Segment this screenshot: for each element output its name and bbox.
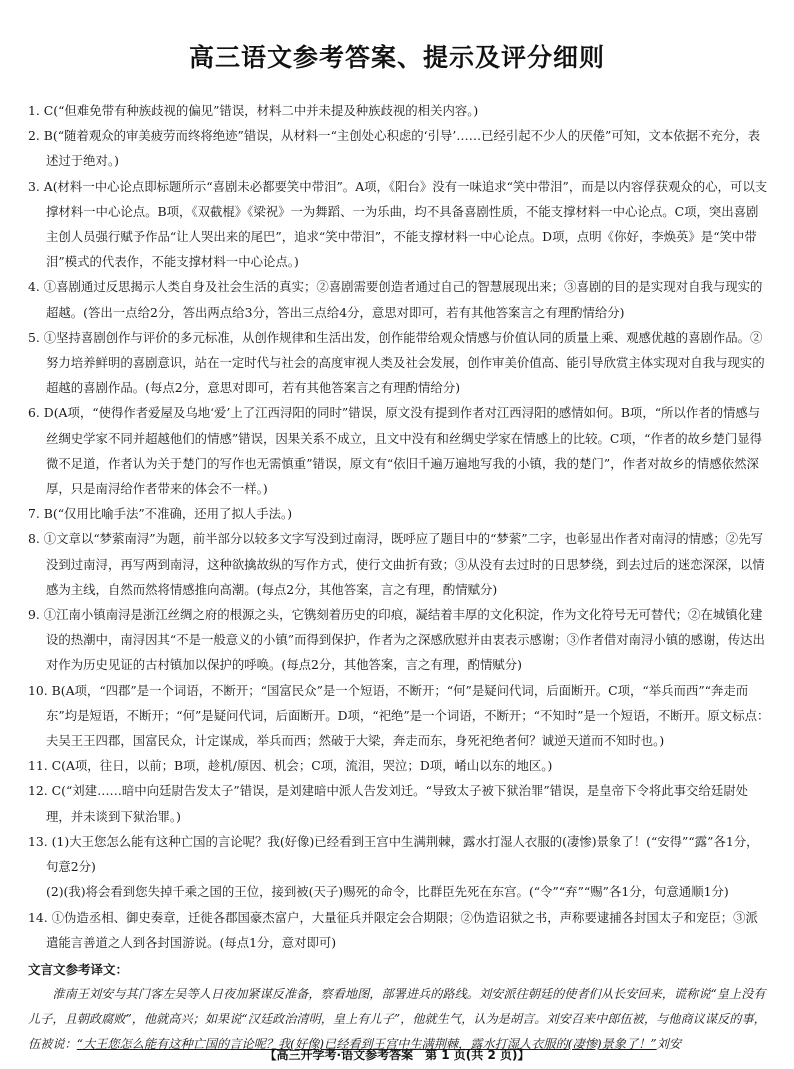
answer-item: 12. C(“刘建……暗中向廷尉告发太子”错误，是刘建暗中派人告发刘迁。“导致太子被下狱治罪”错误，是皇帝下令将此事交给廷尉处理，并未谈到下狱治罪。) [28,783,748,824]
answer-item: 4. ①喜剧通过反思揭示人类自身及社会生活的真实；②喜剧需要创造者通过自己的智慧展现出来；③喜剧的目的是实现对自我与现实的超越。(答出一点给2分，答出两点给3分，答出三点给4分，意思对即可，若有其他答案言之有理酌情给分) [28,279,763,320]
answer-item: 3. A(材料一中心论点即标题所示“喜剧未必都要笑中带泪”。A项，《阳台》没有一味追求“笑中带泪”，而是以内容俘获观众的心，可以支撑材料一中心论点。B项，《双截棍》《梁祝》一为舞蹈、一为乐曲，均不具备喜剧性质，不能支撑材料一中心论点。C项，突出喜剧主创人员强行赋予作品“让人哭出来的尾巴”，追求“笑中带泪”，不能支撑材料一中心论点。D项，点明《你好，李焕英》是“笑中带泪”模式的代表作，不能支撑材料一中心论点。) [28,178,768,270]
translation-text-tail: 刘安 [656,1037,682,1052]
answer-item: 1. C(“但难免带有种族歧视的偏见”错误，材料二中并未提及种族歧视的相关内容。) [28,103,479,118]
answer-item: 2. B(“随着观众的审美疲劳而终将绝迹”错误，从材料一“主创处心积虑的‘引导’……已经引起不少人的厌倦”可知，文本依据不充分，表述过于绝对。) [28,128,761,169]
translation-heading: 文言文参考译文： [28,961,129,977]
translation-underlined-text: “大王您怎么能有这种亡国的言论呢？我(好像)已经看到王宫中生满荆棘，露水打湿人衣服的(凄惨)景象了！” [76,1037,657,1052]
answer-item: 11. C(A项，往日，以前；B项，趁机/原因、机会；C项，流泪，哭泣；D项，崤山以东的地区。) [28,758,553,774]
page-footer: 【高三开学考·语文参考答案 第 1 页(共 2 页)】 [264,1048,530,1062]
answer-item: 13. (1)大王您怎么能有这种亡国的言论呢？我(好像)已经看到王宫中生满荆棘，露水打湿人衣服的(凄惨)景象了！(“安得”“露”各1分，句意2分) [28,833,759,875]
answer-list [28,98,770,1057]
answer-item: 14. ①伪造丞相、御史奏章，迁徙各郡国豪杰富户，大量征兵并限定会合期限；②伪造诏狱之书，声称要逮捕各封国太子和宠臣；③派遣能言善道之人到各封国游说。(每点1分，意对即可) [28,909,758,950]
answer-item: 8. ①文章以“梦萦南浔”为题，前半部分以较多文字写没到过南浔，既呼应了题目中的“梦萦”二字，也彰显出作者对南浔的情感；②先写没到过南浔，再写两到南浔，这种欲擒故纵的写作方式，使行文曲折有致；③从没有去过时的日思梦绕，到去过后的迷恋深深，以情感为主线，自然而然将情感推向高潮。(每点2分，其他答案，言之有理，酌情赋分) [28,531,765,597]
answer-item: 9. ①江南小镇南浔是浙江丝绸之府的根源之头，它镌刻着历史的印痕，凝结着丰厚的文化积淀，作为文化符号无可替代；②在城镇化建设的热潮中，南浔因其“不是一般意义的小镇”而得到保护，作者为之深感欣慰并由衷表示感谢；③作者借对南浔小镇的感谢，传达出对作为历史见证的古村镇加以保护的呼唤。(每点2分，其他答案，言之有理，酌情赋分) [28,607,765,673]
answer-item: (2)(我)将会看到您失掉千乘之国的王位，接到被(天子)赐死的命令，比群臣先死在东宫。(“令”“弃”“赐”各1分，句意通顺1分) [46,884,729,900]
page-title: 高三语文参考答案、提示及评分细则 [188,43,605,72]
answer-item: 5. ①坚持喜剧创作与评价的多元标准，从创作规律和生活出发，创作能带给观众情感与价值认同的质量上乘、观感优越的喜剧作品。②努力培养鲜明的喜剧意识，站在一定时代与社会的高度审视人类及社会发展，创作审美价值高、能引导欣赏主体实现对自我与现实的超越的喜剧作品。(每点2分，意思对即可，若有其他答案言之有理酌情给分) [28,329,765,396]
translation-text: 淮南王刘安与其门客左吴等人日夜加紧谋反准备，察看地图，部署进兵的路线。刘安派往朝廷的使者们从长安回来，谎称说“皇上没有儿子，且朝政腐败”，他就高兴；如果说“汉廷政治清明，皇上有儿子”，他就生气，认为是胡言。刘安召来中郎伍被，与他商议谋反的事，伍被说： [28,987,766,1052]
answer-item: 6. D(A项，“使得作者爱屋及乌地‘爱’上了江西浔阳的同时”错误，原文没有提到作者对江西浔阳的感情如何。B项，“所以作者的情感与丝绸史学家不同并超越他们的情感”错误，因果关系不成立，且文中没有和丝绸史学家在情感上的比较。C项，“作者的故乡楚门显得微不足道，作者认为关于楚门的写作也无需慎重”错误，原文有“依旧千遍万遍地写我的小镇，我的楚门”，作者对故乡的情感依然深厚，只是南浔给作者带来的体会不一样。) [28,405,763,497]
answer-item: 7. B(“仅用比喻手法”不准确，还用了拟人手法。) [28,506,293,522]
answer-item: 10. B(A项，“四郡”是一个词语，不断开；“国富民众”是一个短语，不断开；“何”是疑问代词，后面断开。C项，“举兵而西”“奔走而东”均是短语，不断开；“何”是疑问代词，后面断开。D项，“祀绝”是一个词语，不断开；“不知时”是一个短语，不断开。原文标点：夫吴王王四郡，国富民众，计定谋成，举兵而西；然破于大梁，奔走而东，身死祀绝者何？诚逆天道而不知时也。) [28,682,770,749]
